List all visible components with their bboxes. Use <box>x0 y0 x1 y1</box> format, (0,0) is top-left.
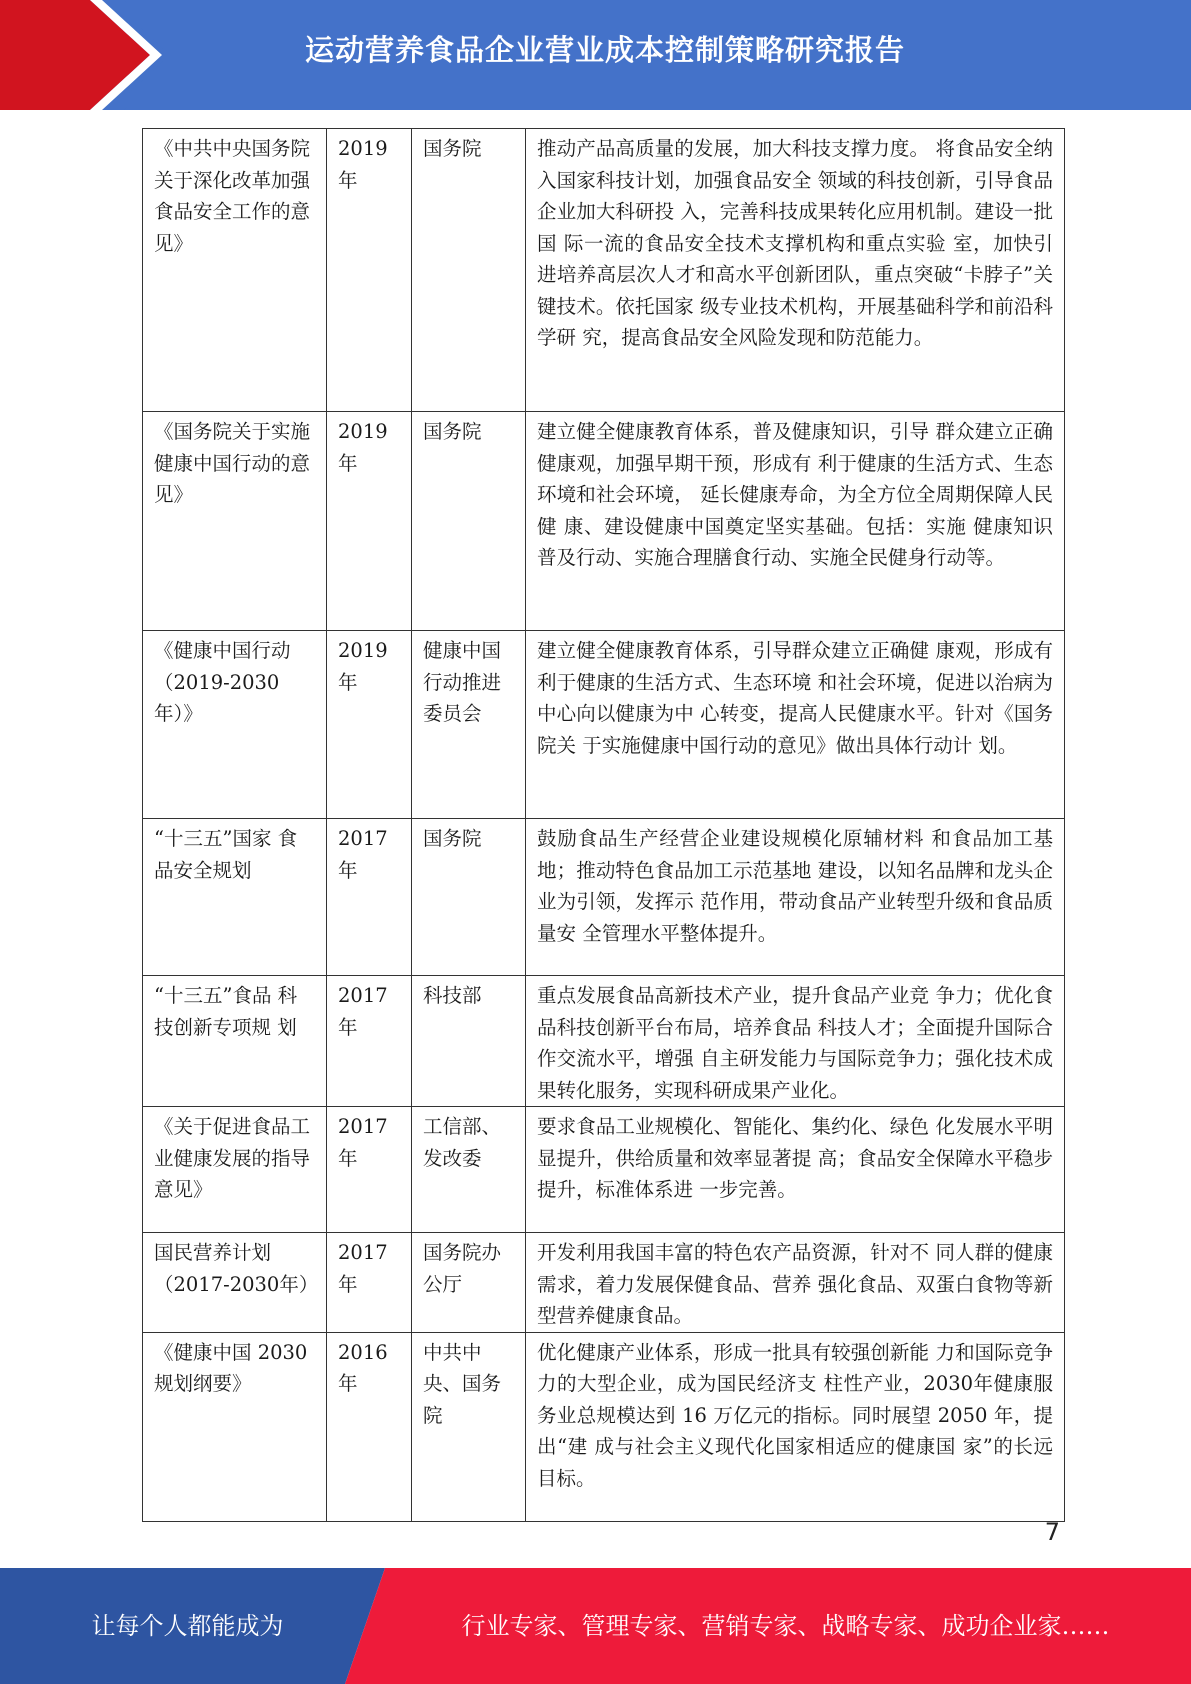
policy-issuer: 国务院 <box>412 129 526 412</box>
policy-content: 开发利用我国丰富的特色农产品资源，针对不 同人群的健康需求，着力发展保健食品、营养 强化食品、双蛋白食物等新型营养健康食品。 <box>526 1233 1065 1333</box>
table-row <box>143 412 1065 631</box>
policy-issuer: 工信部、发改委 <box>412 1107 526 1233</box>
policy-year: 2017年 <box>327 1233 412 1333</box>
policy-issuer: 科技部 <box>412 976 526 1107</box>
policy-year: 2019年 <box>327 129 412 412</box>
policy-name: 《健康中国 2030 规划纲要》 <box>143 1332 327 1521</box>
report-title: 运动营养食品企业营业成本控制策略研究报告 <box>304 33 905 67</box>
policy-content: 重点发展食品高新技术产业，提升食品产业竞 争力；优化食品科技创新平台布局，培养食品 科技人才；全面提升国际合作交流水平，增强 自主研发能力与国际竞争力；强化技术成果转化服务，实现科研成果产业化。 <box>526 976 1065 1107</box>
policy-issuer: 国务院 <box>412 819 526 976</box>
policy-issuer: 国务院 <box>412 412 526 631</box>
policy-year: 2017年 <box>327 976 412 1107</box>
table-row <box>143 976 1065 1107</box>
policy-name: 国民营养计划（2017-2030年） <box>143 1233 327 1333</box>
policy-name: “十三五”食品 科技创新专项规 划 <box>143 976 327 1107</box>
table-row <box>143 631 1065 819</box>
policy-year: 2017年 <box>327 1107 412 1233</box>
policy-issuer: 中共中央、国务院 <box>412 1332 526 1521</box>
page-number: 7 <box>1044 1518 1060 1546</box>
table-row <box>143 129 1065 412</box>
table-row <box>143 1233 1065 1333</box>
policy-name: “十三五”国家 食品安全规划 <box>143 819 327 976</box>
footer-slogan-left: 让每个人都能成为 <box>91 1612 284 1640</box>
policy-issuer: 国务院办公厅 <box>412 1233 526 1333</box>
policy-name: 《健康中国行动（2019-2030年）》 <box>143 631 327 819</box>
table-row <box>143 1332 1065 1521</box>
policy-year: 2017年 <box>327 819 412 976</box>
policy-year: 2016年 <box>327 1332 412 1521</box>
policy-issuer: 健康中国行动推进委员会 <box>412 631 526 819</box>
table-row <box>143 819 1065 976</box>
policy-name: 《关于促进食品工业健康发展的指导意见》 <box>143 1107 327 1233</box>
policy-table <box>142 128 1065 1522</box>
page-footer <box>0 1568 1191 1684</box>
page-header <box>0 0 1191 110</box>
policy-content: 建立健全健康教育体系，引导群众建立正确健 康观，形成有利于健康的生活方式、生态环境 和社会环境，促进以治病为中心向以健康为中 心转变，提高人民健康水平。针对《国务院关 于实施健康中国行动的意见》做出具体行动计 划。 <box>526 631 1065 819</box>
policy-content: 推动产品高质量的发展，加大科技支撑力度。 将食品安全纳入国家科技计划，加强食品安全 领域的科技创新，引导食品企业加大科研投 入，完善科技成果转化应用机制。建设一批国 际一流的食品安全技术支撑机构和重点实验 室，加快引进培养高层次人才和高水平创新团队，重点突破“卡脖子”关键技术。依托国家 级专业技术机构，开展基础科学和前沿科学研 究，提高食品安全风险发现和防范能力。 <box>526 129 1065 412</box>
policy-content: 建立健全健康教育体系，普及健康知识，引导 群众建立正确健康观，加强早期干预，形成有 利于健康的生活方式、生态环境和社会环境， 延长健康寿命，为全方位全周期保障人民健 康、建设健康中国奠定坚实基础。包括：实施 健康知识普及行动、实施合理膳食行动、实施全民健身行动等。 <box>526 412 1065 631</box>
policy-name: 《国务院关于实施健康中国行动的意见》 <box>143 412 327 631</box>
policy-content: 鼓励食品生产经营企业建设规模化原辅材料 和食品加工基地；推动特色食品加工示范基地 建设，以知名品牌和龙头企业为引领，发挥示 范作用，带动食品产业转型升级和食品质量安 全管理水平整体提升。 <box>526 819 1065 976</box>
table-row <box>143 1107 1065 1233</box>
policy-content: 优化健康产业体系，形成一批具有较强创新能 力和国际竞争力的大型企业，成为国民经济支 柱性产业，2030年健康服务业总规模达到 16 万亿元的指标。同时展望 2050 年，提出“建 成与社会主义现代化国家相适应的健康国 家”的长远目标。 <box>526 1332 1065 1521</box>
policy-year: 2019年 <box>327 631 412 819</box>
policy-name: 《中共中央国务院关于深化改革加强食品安全工作的意见》 <box>143 129 327 412</box>
policy-content: 要求食品工业规模化、智能化、集约化、绿色 化发展水平明显提升，供给质量和效率显著提 高；食品安全保障水平稳步提升，标准体系进 一步完善。 <box>526 1107 1065 1233</box>
policy-year: 2019年 <box>327 412 412 631</box>
footer-slogan-right: 行业专家、管理专家、营销专家、战略专家、成功企业家…… <box>461 1612 1110 1640</box>
